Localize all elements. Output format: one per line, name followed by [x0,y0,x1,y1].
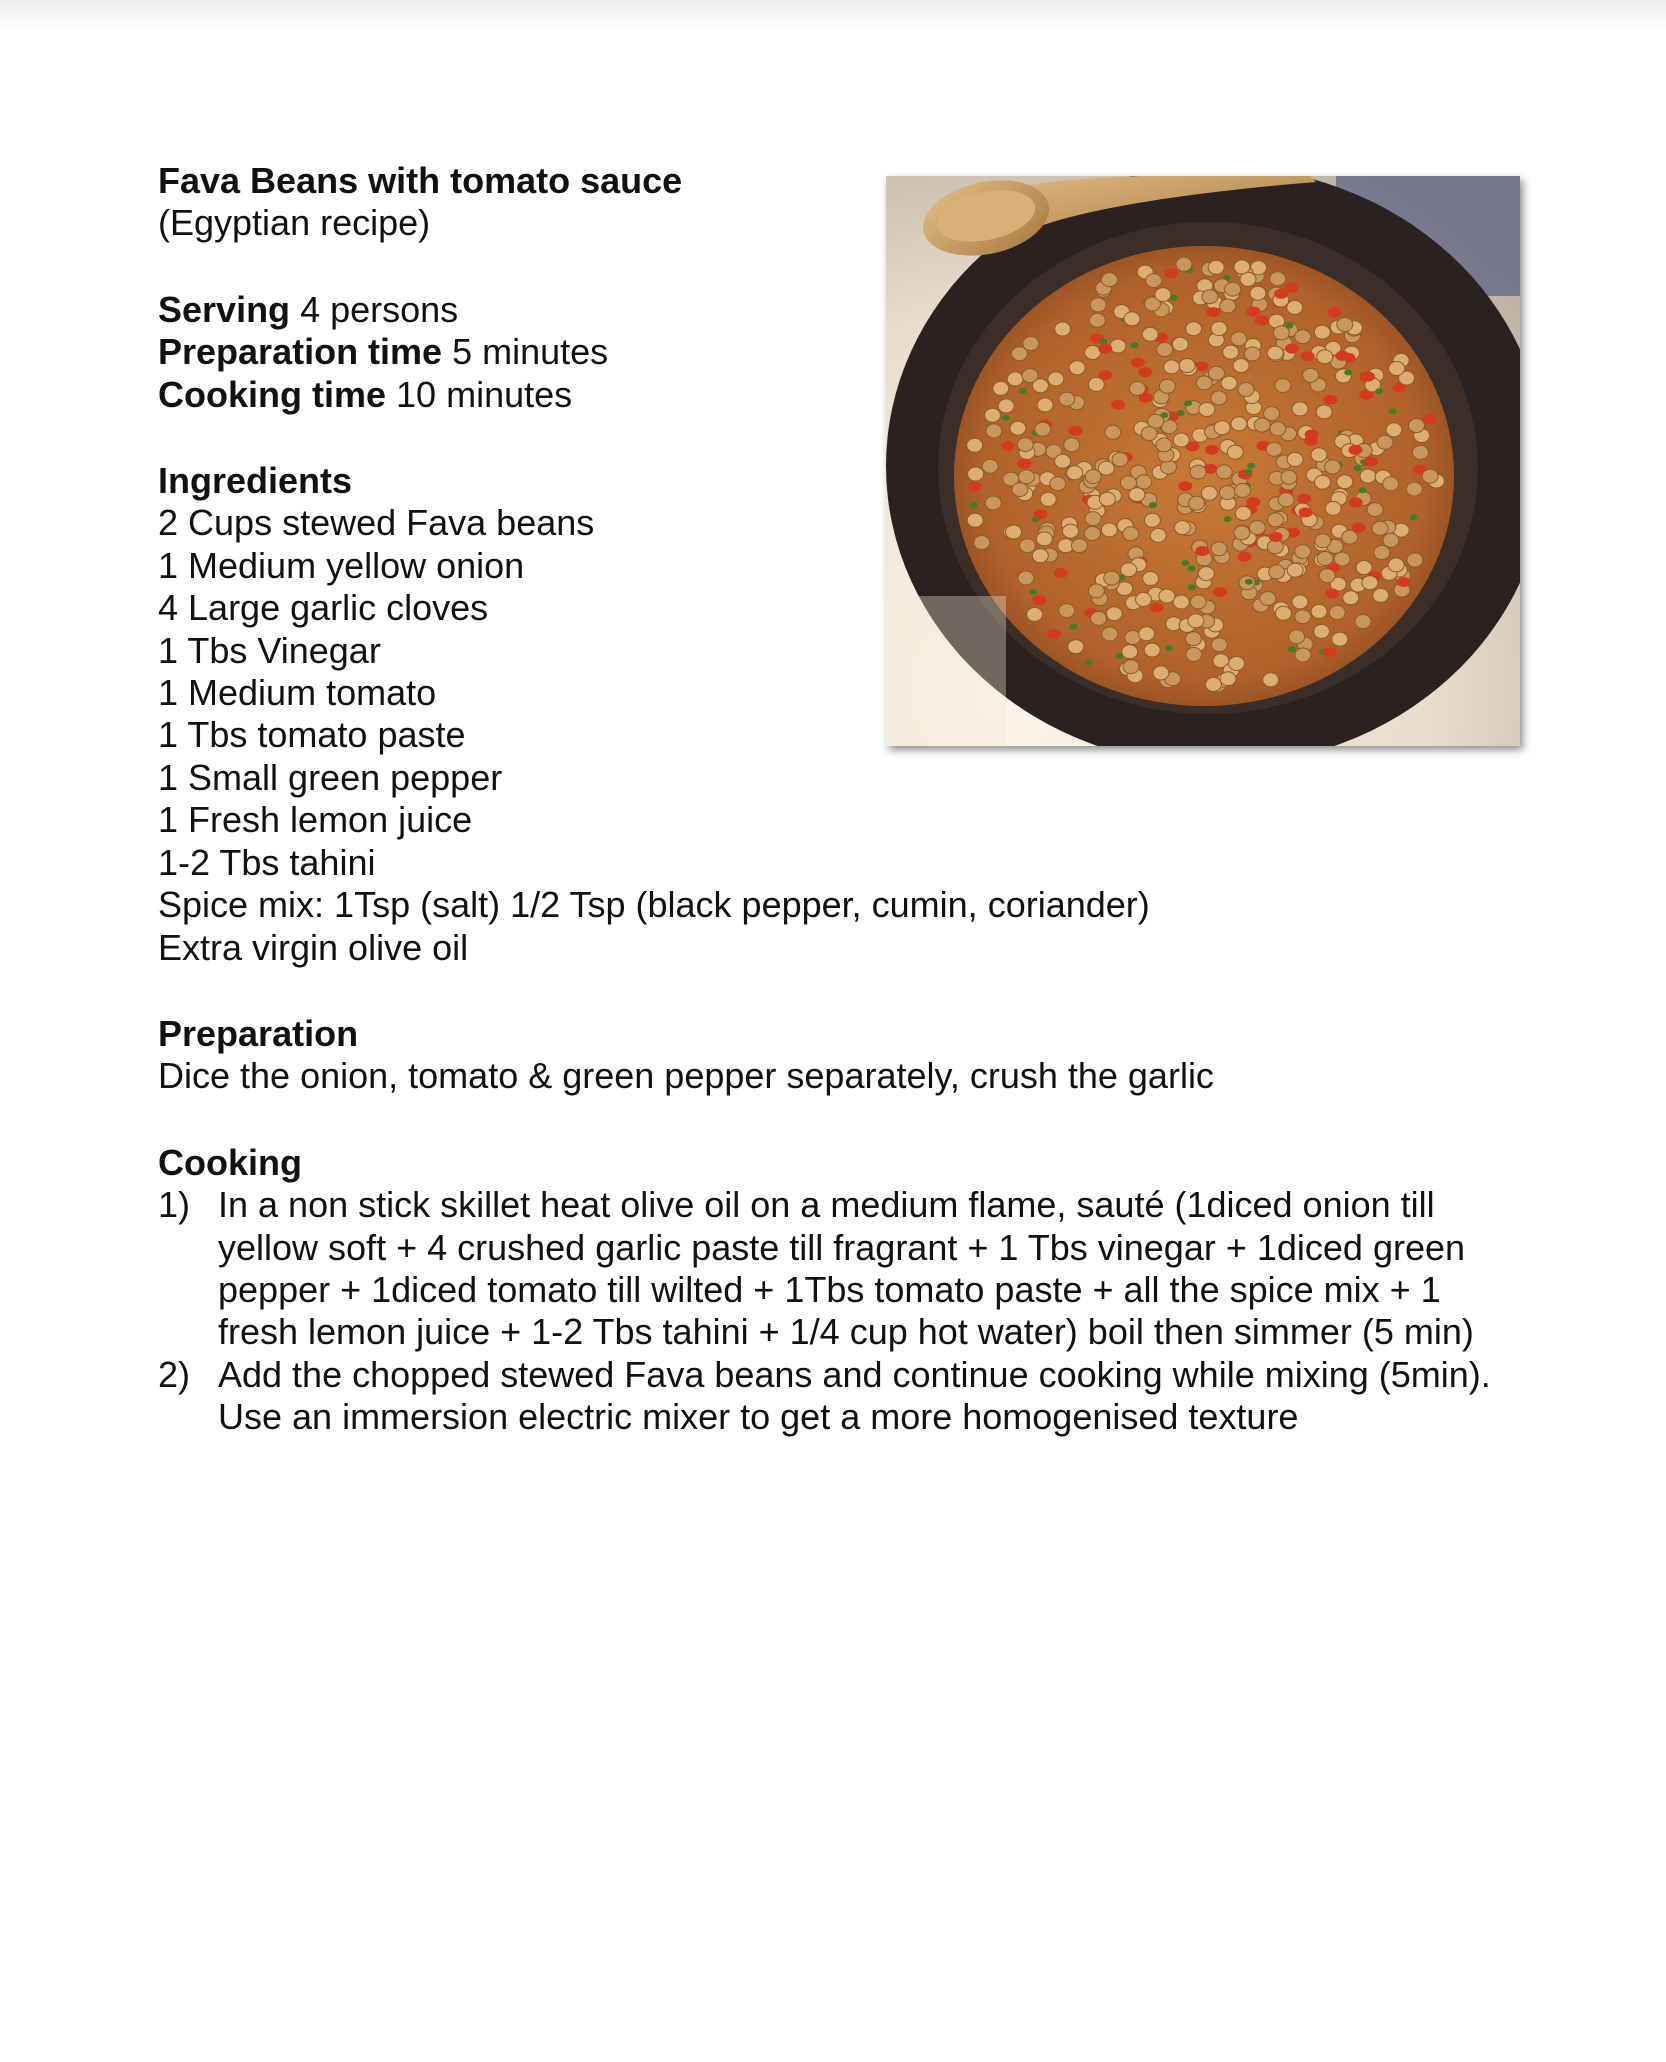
ingredient-item: 1 Tbs Vinegar [158,629,381,671]
preparation-heading: Preparation [158,1012,359,1054]
spacer [158,969,1518,1013]
ingredient-item: 4 Large garlic cloves [158,587,489,629]
serving-value: 4 persons [300,288,459,330]
ingredient-item: 1 Fresh lemon juice [158,799,473,841]
recipe-subtitle: (Egyptian recipe) [158,202,431,244]
serving-label: Serving [158,288,291,330]
spacer [158,1098,1518,1142]
ingredient-item: 1 Small green pepper [158,756,503,798]
step-number: 1) [158,1184,191,1226]
skillet-illustration [886,176,1520,746]
cooking-steps [158,1184,1518,1438]
top-shadow [0,0,1666,30]
cook-time-label: Cooking time [158,373,387,415]
prep-time-label: Preparation time [158,331,443,373]
prep-time-value: 5 minutes [452,331,609,373]
ingredient-item: 2 Cups stewed Fava beans [158,502,595,544]
ingredient-item: 1 Tbs tomato paste [158,714,466,756]
ingredient-item: Extra virgin olive oil [158,926,469,968]
ingredient-item: 1 Medium yellow onion [158,544,525,586]
recipe-title: Fava Beans with tomato sauce [158,160,683,201]
step-text: Add the chopped stewed Fava beans and continue cooking while mixing (5min). Use an immersion electric mixer to get a more homogenised texture [218,1353,1491,1438]
cooking-step [158,1354,1518,1439]
cooking-heading: Cooking [158,1141,302,1183]
cooking-step [158,1184,1518,1354]
ingredient-item: 1 Medium tomato [158,672,437,714]
ingredient-item: Spice mix: 1Tsp (salt) 1/2 Tsp (black pepper, cumin, coriander) [158,884,1150,926]
cook-time-value: 10 minutes [396,373,573,415]
step-number: 2) [158,1353,191,1395]
ingredients-heading: Ingredients [158,460,353,502]
step-text: In a non stick skillet heat olive oil on a medium flame, sauté (1diced onion till yellow soft + 4 crushed garlic paste till fragrant + 1 Tbs vinegar + 1diced green pepper + 1diced tomato till wilted + 1Tbs tomato paste + all the spice mix + 1 fresh lemon juice + 1-2 Tbs tahini + 1/4 cup hot water) boil then simmer (5 min) [218,1184,1474,1353]
preparation-text: Dice the onion, tomato & green pepper separately, crush the garlic [158,1055,1214,1097]
ingredient-item: 1-2 Tbs tahini [158,841,376,883]
skillet-with-beans-photo [886,176,1520,746]
